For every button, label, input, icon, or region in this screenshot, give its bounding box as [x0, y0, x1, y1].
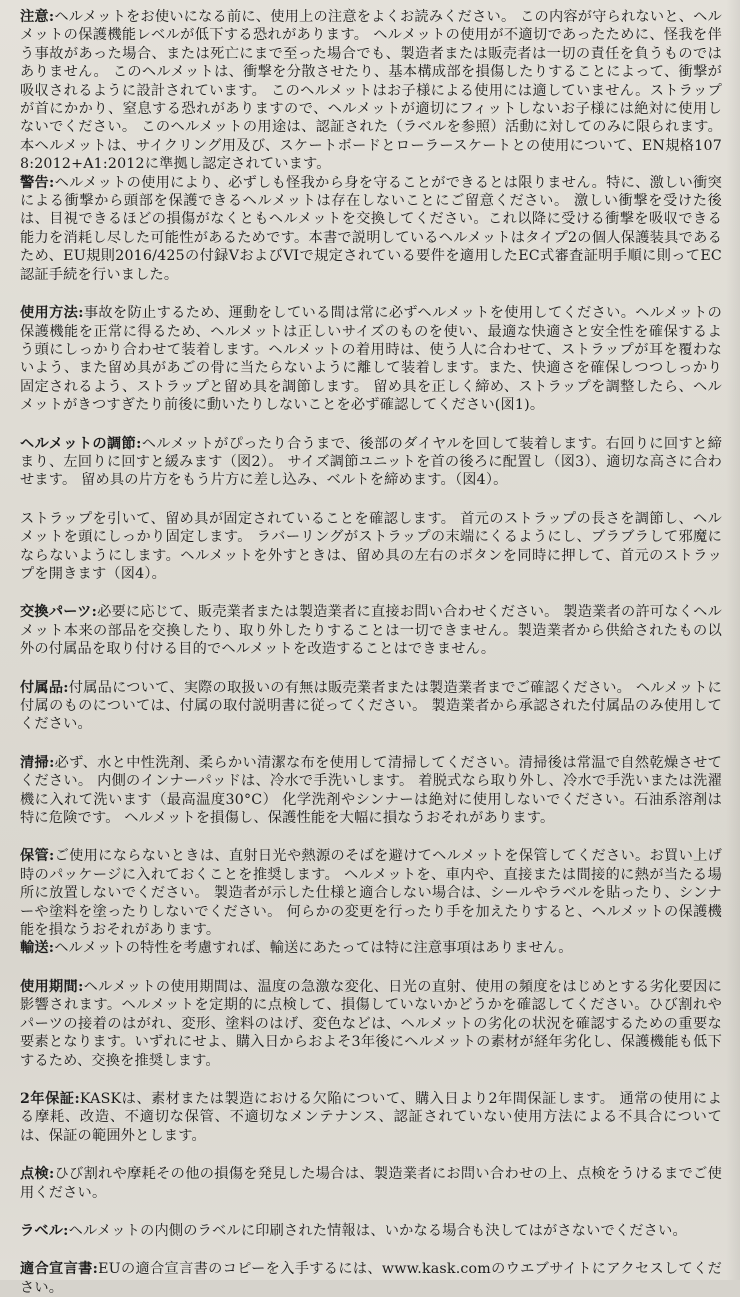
- heading-adjust: ヘルメットの調節:: [20, 435, 142, 452]
- body-cleaning: 必ず、水と中性洗剤、柔らかい清潔な布を使用して清掃してください。清掃後は常温で自然乾燥させてください。 内側のインナーパッドは、冷水で手洗いします。 着脱式なら取り外し、冷水で手洗いまたは洗濯機に入れて洗います（最高温度30°C） 化学洗剤やシンナーは絶対に使用しないでください。石油系溶剤は特に危険です。 ヘルメットを損傷し、保護性能を大幅に損なうおそれがあります。: [20, 754, 722, 827]
- body-label: ヘルメットの内側のラベルに印刷された情報は、いかなる場合も決してはがさないでください。: [68, 1222, 687, 1239]
- body-lifetime: ヘルメットの使用期間は、温度の急激な変化、日光の直射、使用の頻度をはじめとする劣化要因に影響されます。ヘルメットを定期的に点検して、損傷していないかどうかを確認してください。ひび割れやパーツの接着のはがれ、変形、塗料のはげ、変色などは、ヘルメットの劣化の状況を確認するための重要な要素となります。いずれにせよ、購入日からおよそ3年後にヘルメットの素材が経年劣化し、保護機能も低下するため、交換を推奨します。: [20, 978, 722, 1069]
- body-transport: ヘルメットの特性を考慮すれば、輸送にあたっては特に注意事項はありません。: [54, 940, 573, 957]
- body-parts: 必要に応じて、販売業者または製造業者に直接お問い合わせください。 製造業者の許可なくヘルメット本来の部品を交換したり、取り外したりすることは一切できません。製造業者から供給されたもの以外の付属品を取り付ける目的でヘルメットを改造することはできません。: [20, 604, 723, 658]
- section-strap: [20, 510, 722, 584]
- heading-parts: 交換パーツ:: [20, 604, 98, 621]
- heading-cleaning: 清掃:: [20, 754, 55, 771]
- section-warning: [20, 174, 722, 284]
- body-warning: ヘルメットの使用により、必ずしも怪我から身を守ることができるとは限りません。特に、激しい衝突による衝撃から頭部を保護できるヘルメットは存在しないことにご留意ください。 激しい衝撃を受けた後は、目視できるほどの損傷がなくともヘルメットを交換してください。これ以降に受ける衝撃を吸収できる能力を消耗し尽した可能性があるためです。本書で説明しているヘルメットはタイプ2の個人保護装具であるため、EU規則2016/425の付録VおよびVIで規定されている要件を適用したEC式審査証明手順に則ってEC認証手続を行いました。: [20, 174, 722, 283]
- body-warranty: KASKは、素材または製造における欠陥について、購入日より2年間保証します。 通常の使用による摩耗、改造、不適切な保管、不適切なメンテナンス、認証されていない使用方法による不具合については、保証の範囲外とします。: [20, 1090, 723, 1144]
- section-lifetime: [20, 978, 722, 1070]
- body-inspection: ひび割れや摩耗その他の損傷を発見した場合は、製造業者にお問い合わせの上、点検をうけるまでご使用ください。: [20, 1166, 722, 1201]
- heading-accessories: 付属品:: [20, 679, 69, 696]
- heading-usage: 使用方法:: [20, 305, 84, 322]
- section-caution: [20, 8, 722, 174]
- page-edge-shadow: [726, 0, 740, 1280]
- body-caution: ヘルメットをお使いになる前に、使用上の注意をよくお読みください。 この内容が守られないと、ヘルメットの保護機能レベルが低下する恐れがあります。 ヘルメットの使用が不適切であったために、怪我を伴う事故があった場合、または死亡にまで至った場合でも、製造者または販売者は一切の責任を負うものではありません。 このヘルメットは、衝撃を分散させたり、基本構成部を損傷したりすることによって、衝撃が吸収されるように設計されています。 このヘルメットはお子様による使用には適していません。ストラップが首にかかり、窒息する恐れがありますので、ヘルメットが適切にフィットしないお子様には絶対に使用しないでください。 このヘルメットの用途は、認証された（ラベルを参照）活動に対してのみに限られます。 本ヘルメットは、サイクリング用及び、スケートボードとローラースケートとの使用について、EN規格1078:2012+A1:2012に準拠し認定されています。: [20, 9, 722, 173]
- section-adjust: [20, 435, 722, 490]
- section-declaration: [20, 1260, 722, 1297]
- section-transport: [20, 939, 722, 957]
- heading-warning: 警告:: [20, 174, 55, 191]
- body-declaration: EUの適合宣言書のコピーを入手するには、www.kask.comのウエブサイトにアクセスしてください。: [20, 1261, 722, 1296]
- section-accessories: [20, 679, 722, 734]
- heading-declaration: 適合宣言書:: [20, 1261, 99, 1278]
- section-cleaning: [20, 754, 722, 828]
- body-adjust: ヘルメットがぴったり合うまで、後部のダイヤルを回して装着します。右回りに回すと締まり、左回りに回すと緩みます（図2）。 サイズ調節ユニットを首の後ろに配置し（図3）、適切な高さに合わせます。 留め具の片方をもう片方に差し込み、ベルトを締めます。（図4）。: [20, 435, 722, 489]
- instructions-text: [20, 8, 722, 1297]
- heading-inspection: 点検:: [20, 1166, 55, 1183]
- heading-transport: 輸送:: [20, 940, 55, 957]
- heading-caution: 注意:: [20, 9, 55, 25]
- section-inspection: [20, 1165, 722, 1202]
- section-storage: [20, 847, 722, 939]
- section-parts: [20, 603, 722, 658]
- body-accessories: 付属品について、実際の取扱いの有無は販売業者または製造業者までご確認ください。 ヘルメットに付属のものについては、付属の取付説明書に従ってください。 製造業者から承認された付属品のみ使用してください。: [20, 679, 722, 733]
- heading-lifetime: 使用期間:: [20, 978, 84, 995]
- body-usage: 事故を防止するため、運動をしている間は常に必ずヘルメットを使用してください。ヘルメットの保護機能を正常に得るため、ヘルメットは正しいサイズのものを使い、最適な快適さと安全性を確保するよう頭にしっかり合わせて装着します。ヘルメットの着用時は、使う人に合わせて、ストラップが耳を覆わないよう、また留め具があごの骨に当たらないように離して装着します。また、快適さを確保しつつしっかり固定されるよう、ストラップと留め具を調節します。 留め具を正しく締め、ストラップを調整したら、ヘルメットがきつすぎたり前後に動いたりしないことを必ず確認してください(図1)。: [20, 305, 722, 414]
- body-storage: ご使用にならないときは、直射日光や熱源のそばを避けてヘルメットを保管してください。お買い上げ時のパッケージに入れておくことを推奨します。 ヘルメットを、車内や、直接または間接的に熱が当たる場所に放置しないでください。 製造者が示した仕様と適合しない場合は、シールやラベルを貼ったり、シンナーや塗料を塗ったりしないでください。 何らかの変更を行ったり手を加えたりすると、ヘルメットの保護機能を損なうおそれがあります。: [20, 848, 722, 939]
- heading-label: ラベル:: [20, 1222, 69, 1239]
- section-label: [20, 1222, 722, 1240]
- section-usage: [20, 304, 722, 414]
- heading-storage: 保管:: [20, 848, 55, 865]
- body-strap: ストラップを引いて、留め具が固定されていることを確認します。 首元のストラップの長さを調節し、ヘルメットを頭にしっかり固定します。 ラバーリングがストラップの末端にくるようにし、ブラブラして邪魔にならないようにします。ヘルメットを外すときは、留め具の左右のボタンを同時に押して、首元のストラップを開きます（図4）。: [20, 510, 722, 582]
- heading-warranty: 2年保証:: [20, 1090, 80, 1107]
- section-warranty: [20, 1090, 722, 1145]
